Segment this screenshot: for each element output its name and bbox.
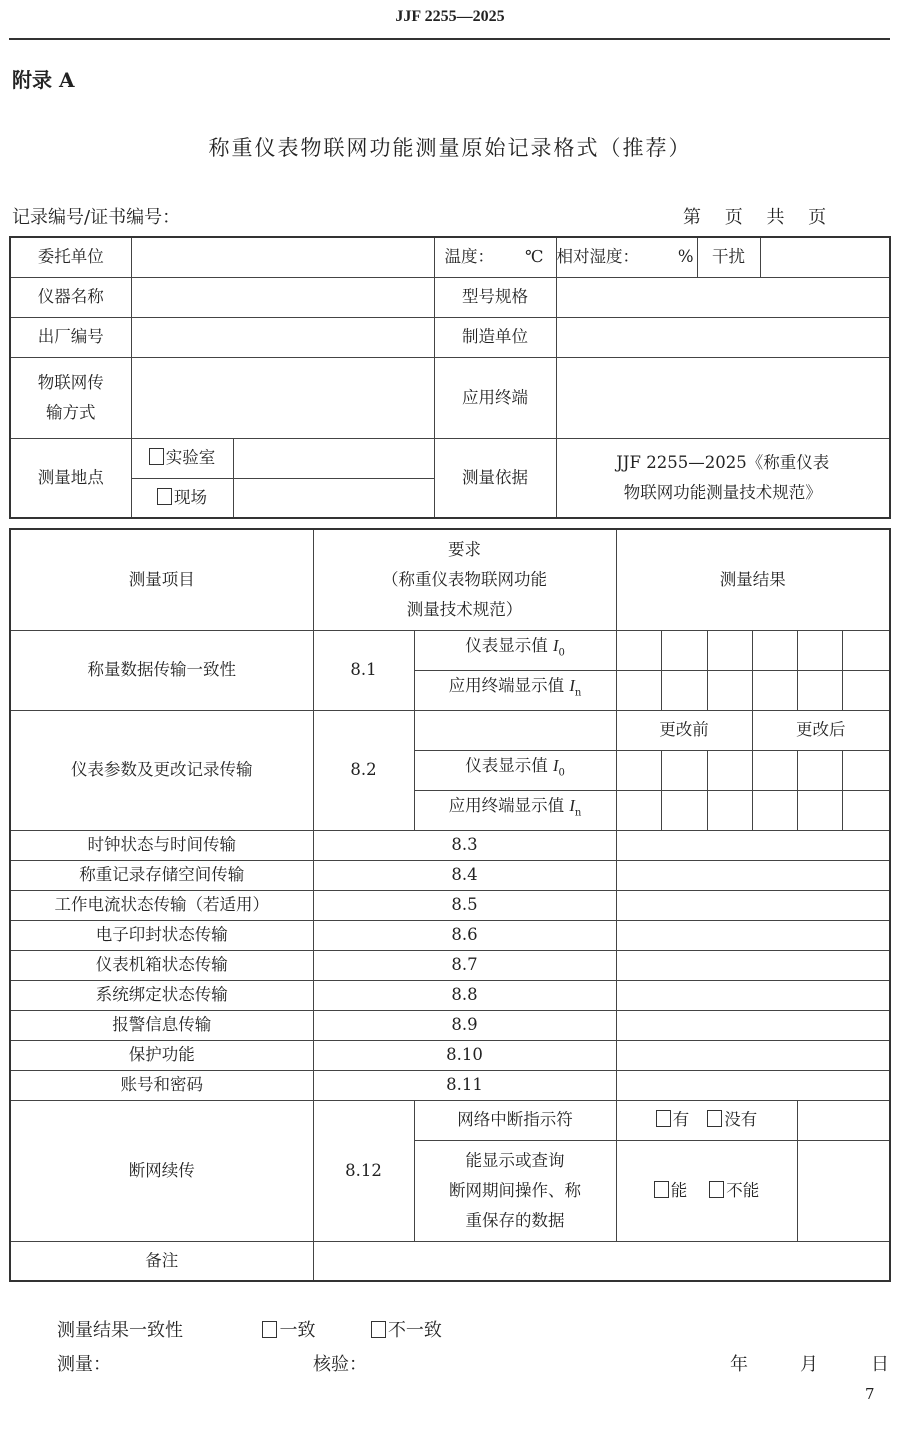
clause-number: 8.9 (313, 1010, 616, 1040)
inconsistent-label: 不一致 (387, 1320, 442, 1341)
clause-8-12: 8.12 (313, 1100, 414, 1241)
result-cell[interactable] (616, 950, 890, 980)
item-8-2: 仪表参数及更改记录传输 (10, 710, 313, 830)
table-row (10, 890, 890, 920)
table-row (10, 1040, 890, 1070)
results-table (9, 528, 891, 1282)
col-item-header: 测量项目 (10, 529, 313, 630)
clause-8-2: 8.2 (313, 710, 414, 830)
field-label: 现场 (174, 487, 207, 507)
consistent-label: 一致 (279, 1320, 316, 1341)
checkbox-icon[interactable] (707, 1110, 722, 1127)
remarks-field[interactable] (313, 1241, 890, 1281)
iot-mode-field[interactable] (131, 357, 434, 438)
location-label: 测量地点 (10, 438, 131, 518)
item-label: 账号和密码 (10, 1070, 313, 1100)
query-label (414, 1140, 616, 1241)
signature-line (57, 1350, 891, 1376)
client-field[interactable] (131, 237, 434, 277)
item-label: 系统绑定状态传输 (10, 980, 313, 1010)
net-indicator-label: 网络中断指示符 (414, 1100, 616, 1140)
appendix-label: 附录 A (12, 68, 75, 92)
before-change-label: 更改前 (616, 710, 752, 750)
in-symbol: I (569, 796, 575, 816)
item-label: 称重记录存储空间传输 (10, 860, 313, 890)
clause-number: 8.6 (313, 920, 616, 950)
item-label: 电子印封状态传输 (10, 920, 313, 950)
cannot-label: 不能 (726, 1180, 760, 1200)
clause-number: 8.5 (313, 890, 616, 920)
i0-symbol: I (552, 636, 559, 656)
checker-label: 核验： (313, 1354, 367, 1375)
display-in-label (414, 670, 616, 710)
measurer-label: 测量： (57, 1354, 111, 1375)
table-row (10, 830, 890, 860)
temp-label: 温度： (444, 247, 494, 267)
i0-text: 仪表显示值 (465, 756, 548, 776)
in-symbol: I (569, 676, 575, 696)
iot-mode-line2: 输方式 (46, 402, 96, 422)
record-number-label: 记录编号/证书编号： (12, 207, 181, 228)
result-cell[interactable] (616, 1040, 890, 1070)
clause-number: 8.7 (313, 950, 616, 980)
i0-subscript: 0 (558, 647, 565, 659)
result-cell[interactable] (616, 920, 890, 950)
basis-line1: JJF 2255—2025《称重仪表 (616, 452, 830, 472)
checkbox-icon[interactable] (654, 1181, 669, 1198)
page-title: 称重仪表物联网功能测量原始记录格式（推荐） (208, 136, 692, 160)
display-i0-label (414, 630, 616, 670)
lab-label: 实验室 (165, 448, 216, 467)
consistency-line (57, 1316, 442, 1342)
basis-line2: 物联网功能测量技术规范》 (623, 482, 822, 502)
humidity-field[interactable] (556, 237, 697, 277)
result-cell[interactable] (707, 790, 752, 830)
item-8-1: 称量数据传输一致性 (10, 630, 313, 710)
result-cell[interactable] (842, 670, 890, 710)
result-cell[interactable] (752, 750, 797, 790)
clause-number: 8.3 (313, 830, 616, 860)
table-row (10, 1010, 890, 1040)
standard-number: JJF 2255—2025 (395, 8, 505, 25)
result-cell[interactable] (797, 1100, 890, 1140)
result-cell[interactable] (797, 670, 842, 710)
result-cell[interactable] (797, 1140, 890, 1241)
table-row (10, 860, 890, 890)
result-cell[interactable] (842, 790, 890, 830)
client-label: 委托单位 (10, 237, 131, 277)
lab-option[interactable] (131, 438, 233, 478)
result-cell[interactable] (661, 630, 707, 670)
display-i0-label (414, 750, 616, 790)
result-cell[interactable] (707, 670, 752, 710)
after-change-label: 更改后 (752, 710, 890, 750)
result-cell[interactable] (616, 890, 890, 920)
consistency-label: 测量结果一致性 (57, 1320, 183, 1341)
result-cell[interactable] (842, 750, 890, 790)
day-label: 日 (871, 1354, 889, 1375)
year-label: 年 (730, 1354, 748, 1375)
maker-label: 制造单位 (434, 317, 556, 357)
query-line1: 能显示或查询 (465, 1150, 565, 1170)
humidity-label: 相对湿度： (556, 247, 639, 267)
result-cell[interactable] (616, 670, 661, 710)
instrument-label: 仪器名称 (10, 277, 131, 317)
query-line3: 重保存的数据 (465, 1210, 565, 1230)
page-of-label: 第 页 共 页 (683, 207, 827, 228)
field-site-field[interactable] (233, 478, 434, 518)
result-cell[interactable] (797, 790, 842, 830)
checkbox-icon[interactable] (262, 1321, 277, 1338)
interference-label: 干扰 (697, 237, 760, 277)
serial-label: 出厂编号 (10, 317, 131, 357)
iot-mode-line1: 物联网传 (37, 372, 104, 392)
table-row (10, 920, 890, 950)
result-cell[interactable] (752, 790, 797, 830)
in-subscript: n (574, 807, 582, 819)
result-cell[interactable] (616, 750, 661, 790)
item-label: 工作电流状态传输（若适用） (10, 890, 313, 920)
result-cell[interactable] (661, 790, 707, 830)
basis-label: 测量依据 (434, 438, 556, 518)
item-8-12: 断网续传 (10, 1100, 313, 1241)
result-cell[interactable] (752, 630, 797, 670)
checkbox-icon[interactable] (709, 1181, 724, 1198)
terminal-field[interactable] (556, 357, 890, 438)
checkbox-icon[interactable] (149, 448, 164, 465)
clause-8-1: 8.1 (313, 630, 414, 710)
model-label: 型号规格 (434, 277, 556, 317)
table-row (10, 950, 890, 980)
clause-number: 8.4 (313, 860, 616, 890)
info-table (9, 236, 891, 519)
checkbox-icon[interactable] (371, 1321, 386, 1338)
page-number: 7 (865, 1385, 875, 1403)
result-cell[interactable] (616, 830, 890, 860)
display-in-label (414, 790, 616, 830)
item-label: 报警信息传输 (10, 1010, 313, 1040)
can-label: 能 (670, 1180, 688, 1200)
query-line2: 断网期间操作、称 (449, 1180, 581, 1200)
item-label: 仪表机箱状态传输 (10, 950, 313, 980)
result-cell[interactable] (616, 630, 661, 670)
lab-field[interactable] (233, 438, 434, 478)
iot-mode-label (10, 357, 131, 438)
result-cell[interactable] (797, 630, 842, 670)
result-cell[interactable] (616, 980, 890, 1010)
in-text: 应用终端显示值 (448, 796, 565, 816)
i0-subscript: 0 (558, 767, 565, 779)
interference-field[interactable] (760, 237, 890, 277)
clause-number: 8.11 (313, 1070, 616, 1100)
query-options (616, 1140, 797, 1241)
result-cell[interactable] (752, 670, 797, 710)
field-option[interactable] (131, 478, 233, 518)
temp-unit: ℃ (525, 247, 544, 267)
result-cell[interactable] (842, 630, 890, 670)
result-cell[interactable] (616, 790, 661, 830)
i0-text: 仪表显示值 (465, 636, 548, 656)
col-requirement-header (313, 529, 616, 630)
humidity-unit: % (677, 247, 694, 267)
result-cell[interactable] (616, 860, 890, 890)
req-line3: 测量技术规范） (406, 599, 523, 619)
i0-symbol: I (552, 756, 559, 776)
table-row (10, 1070, 890, 1100)
header-rule (9, 38, 890, 40)
clause-number: 8.8 (313, 980, 616, 1010)
basis-text (556, 438, 890, 518)
result-cell[interactable] (661, 670, 707, 710)
result-cell[interactable] (616, 1010, 890, 1040)
result-cell[interactable] (797, 750, 842, 790)
result-cell[interactable] (616, 1070, 890, 1100)
maker-field[interactable] (556, 317, 890, 357)
checkbox-icon[interactable] (656, 1110, 671, 1127)
item-label: 时钟状态与时间传输 (10, 830, 313, 860)
clause-number: 8.10 (313, 1040, 616, 1070)
in-subscript: n (574, 687, 582, 699)
no-label: 没有 (724, 1110, 758, 1129)
serial-field[interactable] (131, 317, 434, 357)
yes-label: 有 (672, 1110, 690, 1129)
table-row (10, 980, 890, 1010)
instrument-field[interactable] (131, 277, 434, 317)
blank-cell (414, 710, 616, 750)
model-field[interactable] (556, 277, 890, 317)
net-indicator-options (616, 1100, 797, 1140)
item-label: 保护功能 (10, 1040, 313, 1070)
result-cell[interactable] (707, 630, 752, 670)
result-cell[interactable] (661, 750, 707, 790)
temperature-field[interactable] (434, 237, 556, 277)
checkbox-icon[interactable] (157, 488, 172, 505)
req-line1: 要求 (448, 539, 481, 559)
req-line2: （称重仪表物联网功能 (382, 569, 547, 589)
terminal-label: 应用终端 (434, 357, 556, 438)
remarks-label: 备注 (10, 1241, 313, 1281)
month-label: 月 (800, 1354, 818, 1375)
col-result-header: 测量结果 (616, 529, 890, 630)
result-cell[interactable] (707, 750, 752, 790)
in-text: 应用终端显示值 (448, 676, 565, 696)
